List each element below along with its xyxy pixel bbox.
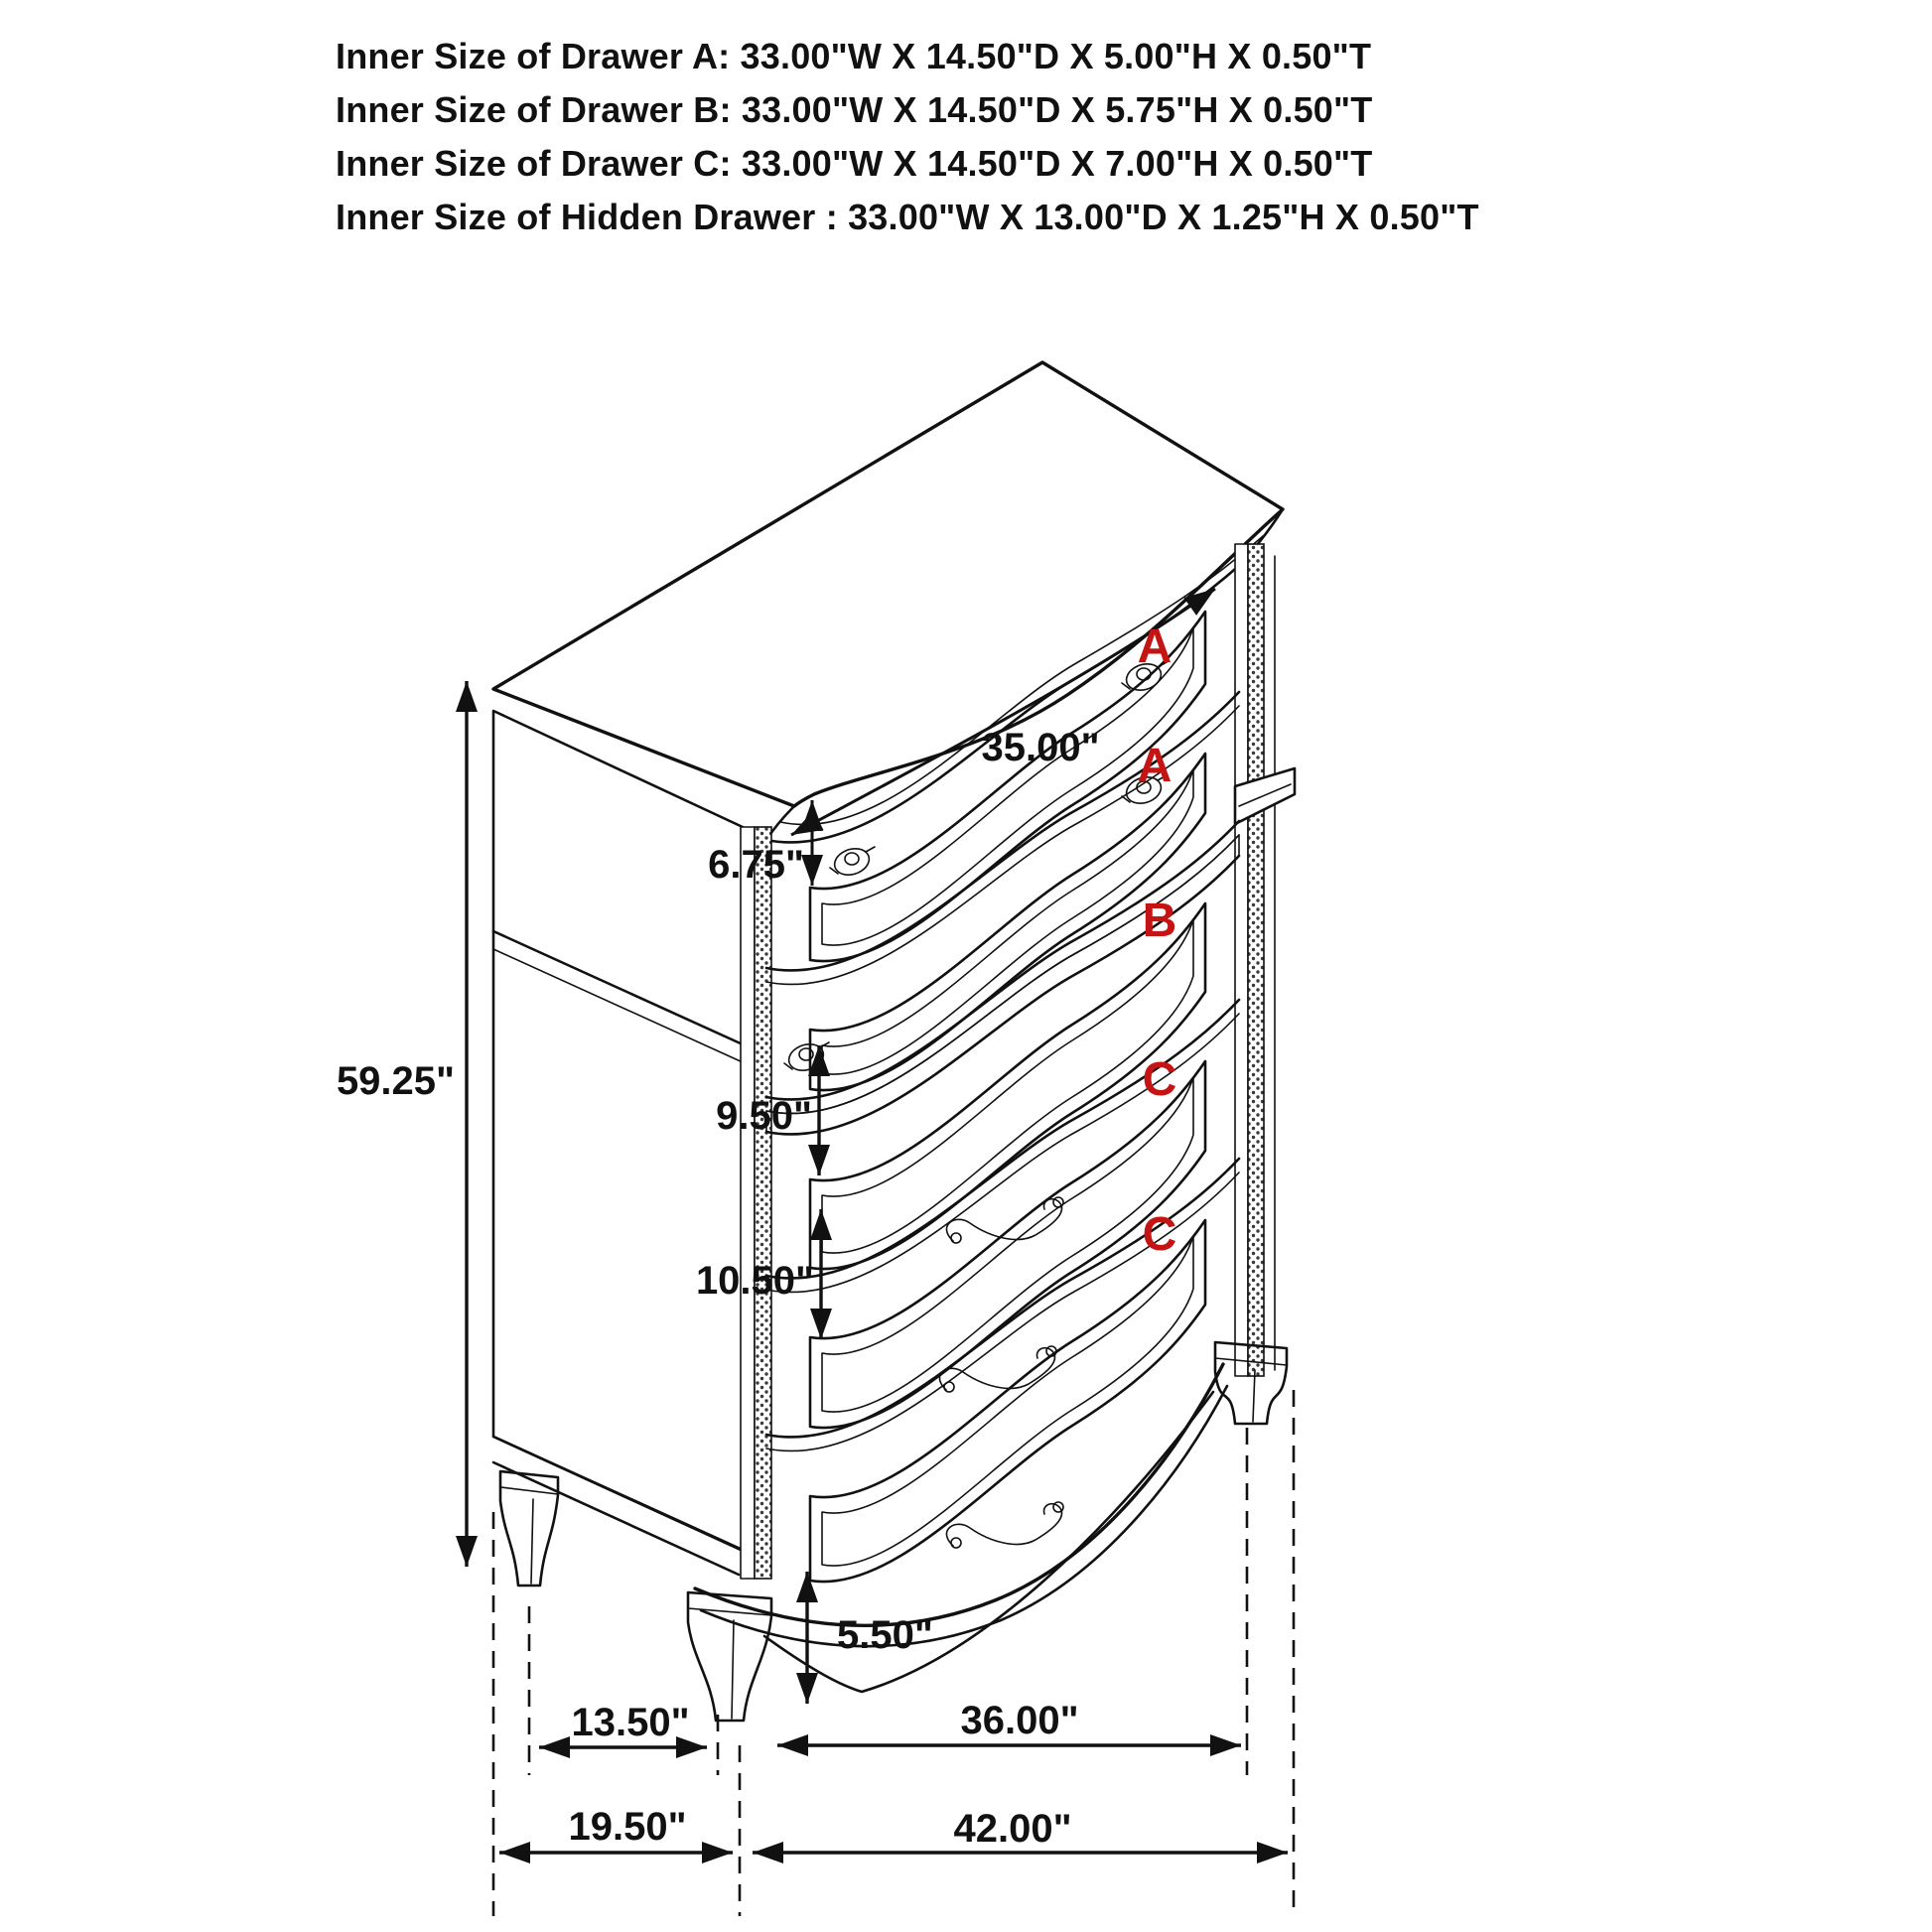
drawer-letter-a2: A	[1137, 740, 1173, 792]
overall-width-label: 42.00"	[953, 1807, 1072, 1851]
drawer-letter-labels	[1138, 621, 1177, 1261]
chest-line	[951, 1233, 961, 1243]
chest-line	[810, 1220, 1205, 1582]
drawer-letter-c2: C	[1142, 1208, 1177, 1261]
chest-line	[944, 1382, 954, 1392]
drawer-b-height-label: 9.50"	[716, 1094, 812, 1138]
chest-line	[531, 1499, 533, 1584]
front-left-pilaster	[741, 827, 755, 1579]
front-width-label: 36.00"	[960, 1699, 1079, 1742]
chest-line	[951, 1538, 961, 1548]
chest-line	[732, 1620, 734, 1719]
side-panel	[493, 711, 743, 1551]
leg-height-label: 5.50"	[837, 1613, 933, 1657]
top-width-label: 35.00"	[981, 726, 1100, 769]
chest-line	[845, 853, 859, 865]
front-right-pilaster	[1235, 544, 1248, 1376]
drawer-letter-a1: A	[1137, 621, 1173, 673]
front-left-pilaster-fluting	[755, 827, 771, 1579]
chest-line	[695, 1364, 1223, 1625]
chest-line	[939, 1348, 1054, 1390]
spec-line-drawer-a: Inner Size of Drawer A: 33.00"W X 14.50"D X 5.00"H X 0.50"T	[336, 36, 1372, 76]
spec-line-drawer-b: Inner Size of Drawer B: 33.00"W X 14.50"D X 5.75"H X 0.50"T	[336, 89, 1373, 130]
drawer-c-height-label: 10.50"	[695, 1259, 814, 1303]
chest-line	[764, 1392, 1213, 1692]
overall-depth-label: 19.50"	[568, 1805, 687, 1849]
overall-height-label: 59.25"	[336, 1059, 455, 1103]
chest-line	[1253, 1370, 1255, 1422]
spec-line-hidden-drawer: Inner Size of Hidden Drawer : 33.00"W X 13.00"D X 1.25"H X 0.50"T	[336, 197, 1479, 237]
side-depth-label: 13.50"	[571, 1701, 690, 1744]
chest-line	[822, 919, 1193, 1253]
drawer-letter-b: B	[1142, 895, 1177, 947]
drawer-a-height-label: 6.75"	[708, 843, 804, 887]
spec-line-drawer-c: Inner Size of Drawer C: 33.00"W X 14.50"D X 7.00"H X 0.50"T	[336, 143, 1373, 184]
drawer-letter-c1: C	[1142, 1053, 1177, 1106]
front-right-pilaster-fluting	[1248, 544, 1264, 1376]
chest-structure	[493, 362, 1295, 1579]
